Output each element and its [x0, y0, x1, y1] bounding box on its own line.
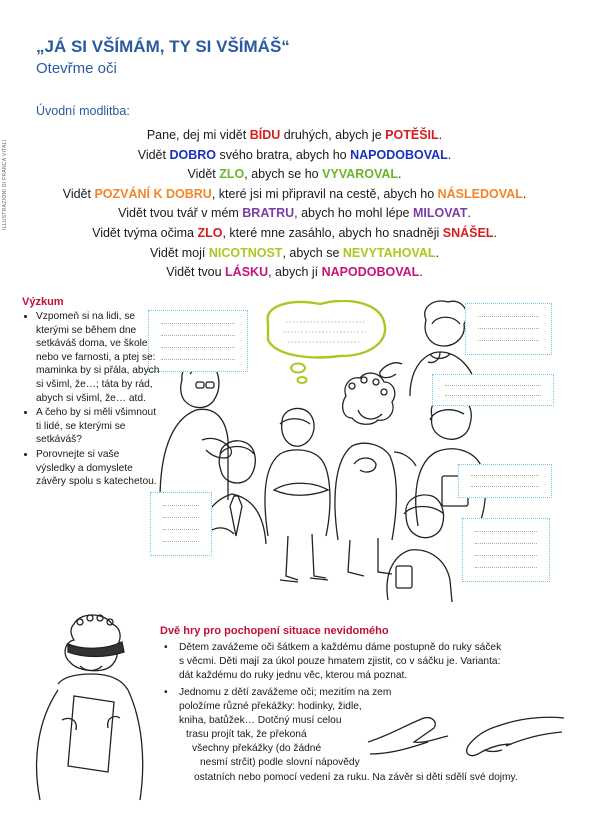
blindfolded-child-illustration	[18, 610, 158, 810]
thought-bubble	[268, 301, 386, 383]
prayer-keyword: SNÁŠEL	[442, 225, 494, 240]
prayer-line	[20, 263, 569, 283]
prayer-line	[20, 224, 569, 244]
prayer-text-segment: .	[447, 147, 452, 162]
prayer-text-segment: , abych se ho	[244, 167, 323, 182]
prayer-line	[20, 185, 569, 205]
prayer-text-segment: Vidět mojí	[150, 245, 209, 260]
list-item: • Vzpomeň si na lidi, se kterými se během dne setkáváš doma, ve škole nebo ve farnosti, a ptej se: maminka by si přála, abych si všiml, že…; táta by rád, abych si všiml, že… atd.	[36, 310, 161, 405]
prayer-text-segment: , abych jí	[268, 265, 322, 280]
answer-box-4[interactable]	[458, 464, 552, 498]
game-1-line: dát každému do ruky jednu věc, kterou má poznat.	[179, 670, 408, 681]
prayer-text-segment: Vidět	[187, 167, 220, 182]
prayer-label: Úvodní modlitba:	[36, 104, 130, 118]
game-2-line: kniha, batůžek… Dotčný musí celou	[179, 715, 342, 726]
worksheet-title: „JÁ SI VŠÍMÁM, TY SI VŠÍMÁŠ“	[36, 37, 290, 56]
game-2-line: všechny překážky (do žádné	[192, 743, 322, 754]
prayer-keyword: NÁSLEDOVAL	[437, 186, 523, 201]
prayer-line	[20, 126, 569, 146]
prayer-text	[20, 126, 569, 283]
prayer-keyword: POTĚŠIL	[385, 128, 439, 142]
prayer-keyword: LÁSKU	[225, 265, 269, 280]
research-list	[20, 310, 161, 490]
prayer-text-segment: Vidět tvou	[166, 265, 226, 280]
prayer-keyword: NAPODOBOVAL	[321, 265, 420, 280]
bullet: •	[164, 687, 168, 698]
game-1-line: Dětem zavážeme oči šátkem a každému dáme postupně do ruky sáček	[179, 642, 502, 653]
prayer-keyword: MILOVAT	[412, 206, 468, 221]
prayer-keyword: NEVYTAHOVAL	[342, 245, 436, 260]
games-heading: Dvě hry pro pochopení situace nevidomého	[160, 625, 389, 637]
prayer-keyword: ZLO	[197, 225, 223, 240]
prayer-text-segment: Pane, dej mi vidět	[146, 128, 250, 142]
prayer-line	[20, 146, 569, 166]
prayer-text-segment: .	[419, 265, 423, 280]
prayer-line	[20, 244, 569, 264]
person-girl-with-book	[394, 395, 485, 528]
person-man-left-glasses	[160, 361, 231, 500]
prayer-keyword: VYVAROVAL	[322, 167, 399, 182]
prayer-line	[20, 165, 569, 185]
answer-box-5[interactable]	[150, 492, 212, 556]
prayer-text-segment: .	[467, 206, 471, 221]
prayer-text-segment: , které mne zasáhlo, abych ho snadněji	[222, 225, 443, 240]
game-2-line: Jednomu z dětí zavážeme oči; mezitím na zem	[179, 687, 392, 698]
list-item: • Porovnejte si vaše výsledky a domyslete závěry spolu s katechetou.	[36, 448, 161, 489]
prayer-text-segment: .	[438, 128, 443, 142]
prayer-keyword: NICOTNOST	[208, 245, 283, 260]
prayer-text-segment: .	[522, 186, 527, 201]
answer-box-6[interactable]	[462, 518, 550, 582]
prayer-line	[20, 204, 569, 224]
illustration-credit: ILLUSTRAZIONI DI FRANCA VITALI	[2, 139, 8, 230]
prayer-keyword: NAPODOBOVAL	[350, 147, 448, 162]
game-2-line: ostatních nebo pomocí vedení za ruku. Na závěr si děti sdělí své dojmy.	[194, 772, 518, 783]
prayer-text-segment: druhých, abych je	[280, 128, 386, 142]
person-crossed-arms	[265, 408, 330, 582]
prayer-text-segment: Vidět	[137, 147, 170, 162]
game-2-line: trasu projít tak, že překoná	[186, 729, 307, 740]
game-2-line: položíme různé překážky: hodinky, židle,	[179, 701, 362, 712]
bullet: •	[164, 642, 168, 653]
game-1-line: s věcmi. Děti mají za úkol pouze hmatem zjistit, co v sáčku je. Varianta:	[179, 656, 501, 667]
prayer-text-segment: .	[398, 167, 402, 182]
prayer-text-segment: svého bratra, abych ho	[216, 147, 351, 162]
hands-illustration	[366, 680, 566, 780]
answer-box-1[interactable]	[148, 310, 248, 372]
person-boy-bottom-right	[387, 495, 452, 602]
prayer-text-segment: Vidět tvou tvář v mém	[118, 206, 243, 221]
prayer-keyword: BRATRU	[242, 206, 295, 221]
research-heading: Výzkum	[22, 296, 64, 308]
prayer-text-segment: .	[493, 225, 497, 240]
prayer-text-segment: Vidět tvýma očima	[92, 225, 198, 240]
game-2-line: nesmí strčit) podle slovní nápovědy	[200, 757, 360, 768]
prayer-keyword: DOBRO	[169, 147, 216, 162]
prayer-text-segment: , abych se	[282, 245, 343, 260]
prayer-keyword: ZLO	[219, 167, 245, 182]
prayer-keyword: POZVÁNÍ K DOBRU	[94, 186, 212, 201]
prayer-text-segment: .	[435, 245, 439, 260]
person-curly-thinking	[335, 373, 396, 576]
worksheet-subtitle: Otevřme oči	[36, 60, 117, 77]
prayer-text-segment: , abych ho mohl lépe	[294, 206, 413, 221]
answer-box-2[interactable]	[465, 303, 552, 355]
answer-box-3[interactable]	[432, 374, 554, 406]
prayer-text-segment: , které jsi mi připravil na cestě, abych ho	[211, 186, 438, 201]
prayer-text-segment: Vidět	[62, 186, 95, 201]
prayer-keyword: BÍDU	[249, 128, 281, 142]
list-item: • A čeho by si měli všimnout ti lidé, se kterými se setkáváš?	[36, 406, 161, 447]
